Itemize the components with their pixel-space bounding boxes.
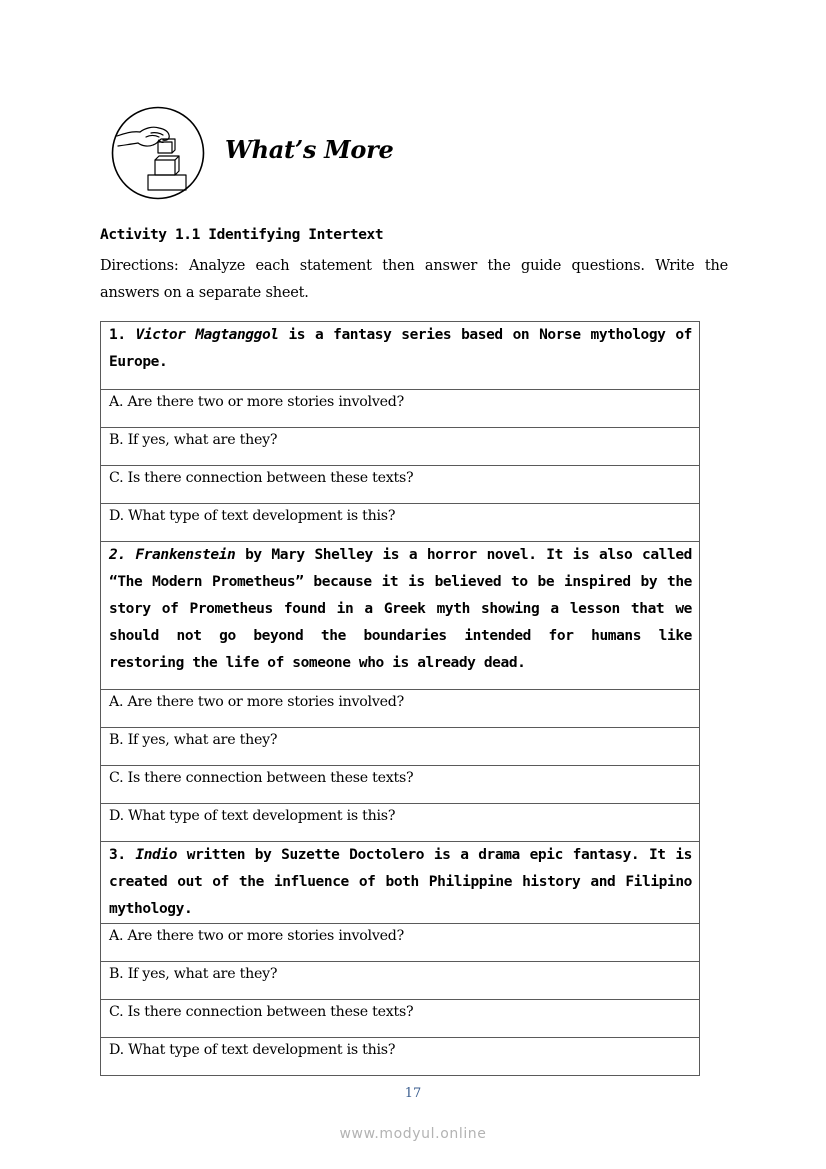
question-1d: D. What type of text development is this? bbox=[101, 504, 700, 542]
question-row bbox=[101, 690, 700, 728]
work-title: Victor Magtanggol bbox=[135, 327, 279, 343]
question-1c: C. Is there connection between these texts? bbox=[101, 466, 700, 504]
work-title: Indio bbox=[135, 847, 178, 863]
question-row bbox=[101, 924, 700, 962]
question-3d: D. What type of text development is this? bbox=[101, 1038, 700, 1076]
question-2a: A. Are there two or more stories involved? bbox=[101, 690, 700, 728]
section-title: What’s More bbox=[225, 135, 394, 164]
question-1a: A. Are there two or more stories involved? bbox=[101, 390, 700, 428]
question-row bbox=[101, 390, 700, 428]
question-2c: C. Is there connection between these texts? bbox=[101, 766, 700, 804]
statement-row-1 bbox=[101, 322, 700, 390]
activity-title: Activity 1.1 Identifying Intertext bbox=[100, 227, 384, 243]
question-row bbox=[101, 1038, 700, 1076]
directions-text: Directions: Analyze each statement then answer the guide questions. Write the answers on a separate sheet. bbox=[100, 258, 728, 301]
question-row bbox=[101, 1000, 700, 1038]
statement-2: 2. Frankenstein by Mary Shelley is a horror novel. It is also called “The Modern Prometheus” because it is believed to be inspired by the story of Prometheus found in a Greek myth showing a lesson that we should not go beyond the boundaries intended for humans like restoring the life of someone who is already dead. bbox=[101, 542, 700, 690]
work-title: Frankenstein bbox=[135, 547, 236, 563]
question-3b: B. If yes, what are they? bbox=[101, 962, 700, 1000]
question-row bbox=[101, 962, 700, 1000]
question-row bbox=[101, 766, 700, 804]
statement-number: 2. bbox=[109, 547, 126, 563]
question-row bbox=[101, 428, 700, 466]
question-row bbox=[101, 504, 700, 542]
statement-row-3 bbox=[101, 842, 700, 924]
activity-table bbox=[100, 321, 700, 1076]
page-number: 17 bbox=[404, 1086, 422, 1101]
question-3a: A. Are there two or more stories involved? bbox=[101, 924, 700, 962]
question-row bbox=[101, 728, 700, 766]
hand-stacking-blocks-icon bbox=[111, 106, 205, 200]
question-row bbox=[101, 804, 700, 842]
statement-3: 3. Indio written by Suzette Doctolero is a drama epic fantasy. It is created out of the influence of both Philippine history and Filipino mythology. bbox=[101, 842, 700, 924]
statement-row-2 bbox=[101, 542, 700, 690]
question-3c: C. Is there connection between these texts? bbox=[101, 1000, 700, 1038]
question-row bbox=[101, 466, 700, 504]
statement-1: 1. Victor Magtanggol is a fantasy series based on Norse mythology of Europe. bbox=[101, 322, 700, 390]
watermark: www.modyul.online bbox=[339, 1126, 487, 1142]
question-2d: D. What type of text development is this? bbox=[101, 804, 700, 842]
question-1b: B. If yes, what are they? bbox=[101, 428, 700, 466]
question-2b: B. If yes, what are they? bbox=[101, 728, 700, 766]
